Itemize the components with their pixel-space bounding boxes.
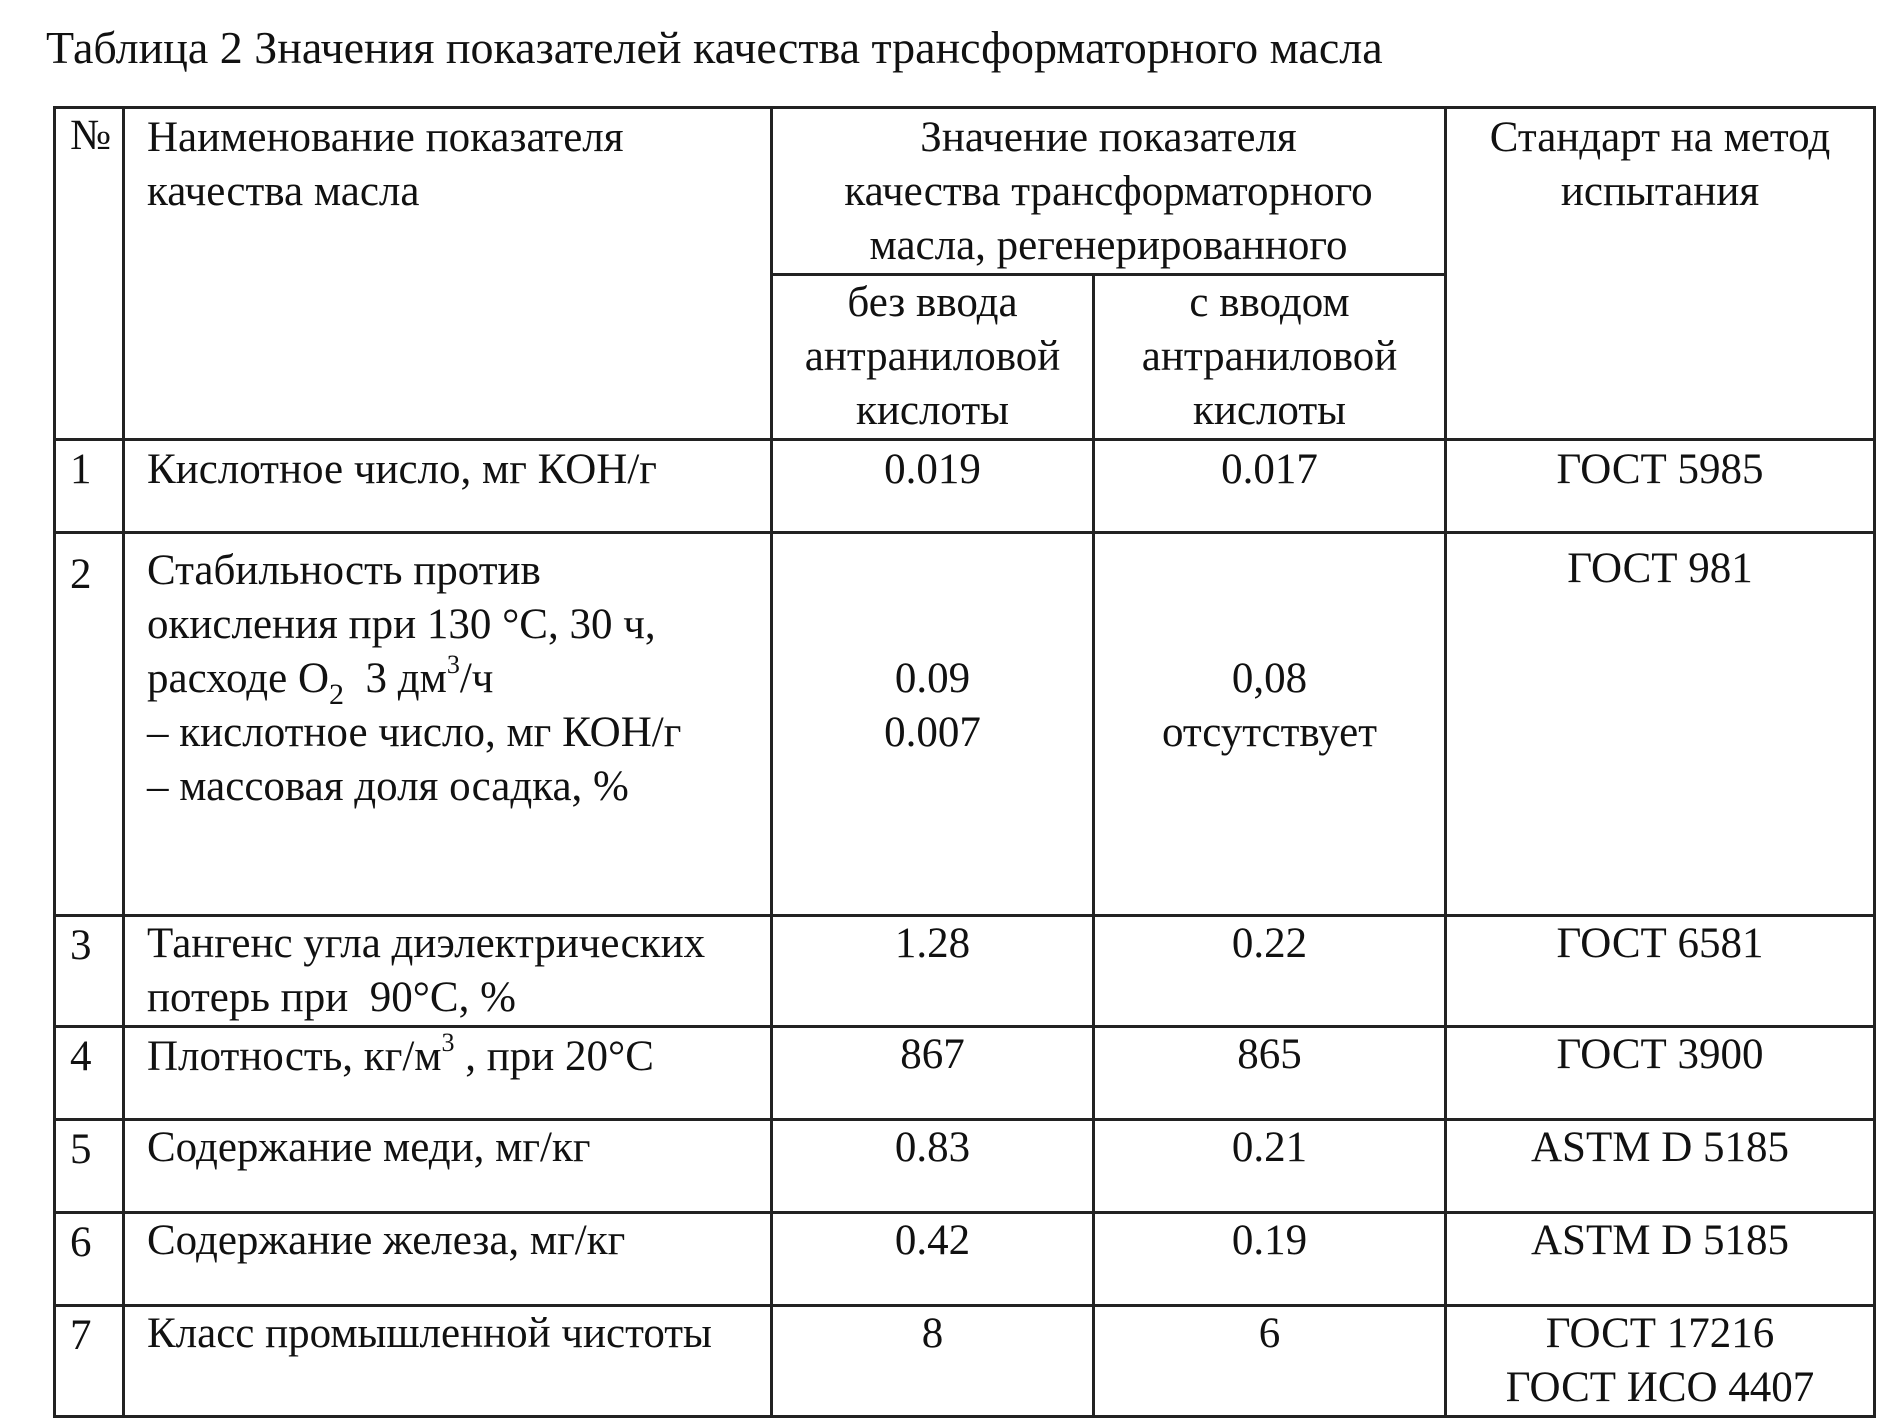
table-row [55, 1120, 1875, 1213]
row-value-without: 0.019 [772, 440, 1094, 533]
header-standard-line: испытания [1560, 168, 1760, 215]
header-standard-line: Стандарт на метод [1489, 114, 1831, 161]
header-value-line: качества трансформаторного [844, 168, 1373, 215]
row-standard: ГОСТ 981 [1446, 533, 1875, 916]
row-standard: ГОСТ 17216 ГОСТ ИСО 4407 [1446, 1306, 1875, 1417]
header-name-line: качества масла [147, 168, 420, 215]
row-value-without: 0.42 [772, 1213, 1094, 1306]
row-value-without: 8 [772, 1306, 1094, 1417]
header-without-acid: без ввода антраниловой кислоты [772, 275, 1094, 440]
table-row [55, 1213, 1875, 1306]
table-row [55, 533, 1875, 916]
row-standard: ГОСТ 3900 [1446, 1027, 1875, 1120]
row-standard: ГОСТ 5985 [1446, 440, 1875, 533]
header-name [124, 108, 772, 440]
row-value-with: 6 [1094, 1306, 1446, 1417]
header-value-group [772, 108, 1446, 275]
row-value-without: 0.09 0.007 [772, 533, 1094, 916]
row-name: Кислотное число, мг КОН/г [124, 440, 772, 533]
row-standard: ASTM D 5185 [1446, 1120, 1875, 1213]
row-num: 3 [55, 916, 124, 1027]
row-name: Класс промышленной чистоты [124, 1306, 772, 1417]
header-num: № [55, 108, 124, 440]
row-name: Стабильность против окисления при 130 °С, 30 ч, расходе $О_2$ 3 $дм^3/ч$ – кислотное число, мг КОН/г – массовая доля осадка, % [124, 533, 772, 916]
row-num: 2 [55, 533, 124, 916]
table-caption: Таблица 2 Значения показателей качества трансформаторного масла [46, 22, 1383, 73]
row-value-with: 0,08 отсутствует [1094, 533, 1446, 916]
header-value-line: Значение показателя [920, 114, 1297, 161]
row-num: 6 [55, 1213, 124, 1306]
table-row [55, 1027, 1875, 1120]
row-num: 4 [55, 1027, 124, 1120]
row-name: Содержание железа, мг/кг [124, 1213, 772, 1306]
header-name-line: Наименование показателя [147, 114, 624, 161]
table-row [55, 1306, 1875, 1417]
row-standard: ГОСТ 6581 [1446, 916, 1875, 1027]
row-value-with: 0.017 [1094, 440, 1446, 533]
table-row [55, 916, 1875, 1027]
header-row [55, 108, 1875, 275]
row-value-with: 0.19 [1094, 1213, 1446, 1306]
row-name: Содержание меди, мг/кг [124, 1120, 772, 1213]
row-value-without: 1.28 [772, 916, 1094, 1027]
row-value-without: 867 [772, 1027, 1094, 1120]
row-name: Плотность, $кг/м^3$ , при 20°С [124, 1027, 772, 1120]
header-with-acid: с вводом антраниловой кислоты [1094, 275, 1446, 440]
row-standard: ASTM D 5185 [1446, 1213, 1875, 1306]
row-num: 5 [55, 1120, 124, 1213]
quality-table [53, 106, 1876, 1418]
header-standard [1446, 108, 1875, 440]
row-num: 1 [55, 440, 124, 533]
header-value-line: масла, регенерированного [869, 222, 1348, 269]
row-value-with: 0.22 [1094, 916, 1446, 1027]
row-num: 7 [55, 1306, 124, 1417]
row-value-with: 0.21 [1094, 1120, 1446, 1213]
row-value-without: 0.83 [772, 1120, 1094, 1213]
table-row [55, 440, 1875, 533]
row-name: Тангенс угла диэлектрических потерь при 90°С, % [124, 916, 772, 1027]
row-value-with: 865 [1094, 1027, 1446, 1120]
